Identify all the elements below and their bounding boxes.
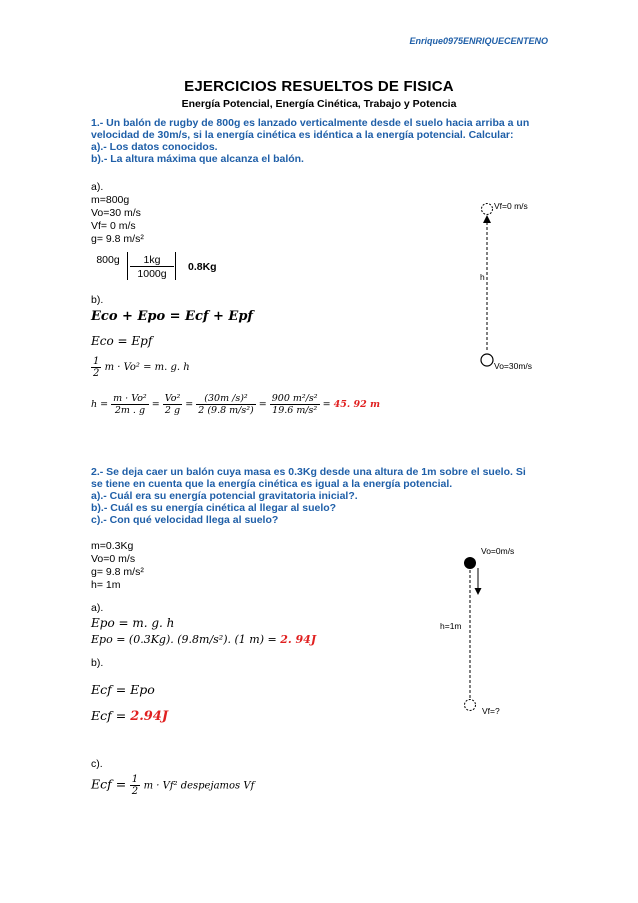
p2-epo-calc bbox=[91, 633, 316, 646]
ball-top-icon bbox=[482, 204, 493, 215]
problem1-data bbox=[91, 181, 144, 246]
p2-epo-calc-text: Epo = (0.3Kg). (9.8m/s²). (1 m) = bbox=[91, 633, 277, 646]
problem1-line1: 1.- Un balón de rugby de 800g es lanzado verticalmente desde el suelo hacia arriba a un bbox=[91, 117, 530, 129]
p2-b-label: b). bbox=[91, 657, 104, 669]
p2-initial-velocity: Vo=0 m/s bbox=[91, 553, 136, 565]
frac-2: $\frac{\text{Vo²}}{2 g}$ bbox=[164, 393, 181, 416]
p2-mass: m=0.3Kg bbox=[91, 540, 134, 552]
diagram-ball-up bbox=[470, 195, 560, 375]
diag1-vo: Vo=30m/s bbox=[494, 361, 533, 371]
diag1-h: h bbox=[480, 272, 485, 282]
p1-b-label: b). bbox=[91, 294, 104, 306]
p2-epo-result: 2. 94J bbox=[280, 633, 317, 646]
diagram-ball-fall bbox=[455, 550, 515, 720]
p1-final-velocity: Vf= 0 m/s bbox=[91, 220, 136, 232]
p1-height-formula: h = $\frac{\text{m · Vo²}}{2m . g}$ = $\frac{\text{Vo²}}{2 g}$ = $\frac{\text{(30m /s)²}}{\text{2 (9.8 m/s²)}}$ = $\frac{\text{900 m²/s²}}{\text{19.6 m/s²}}$ = 45. 92 m bbox=[91, 393, 381, 416]
problem2-line1: 2.- Se deja caer un balón cuya masa es 0.3Kg desde una altura de 1m sobre el suelo. Si bbox=[91, 466, 526, 478]
frac-3: $\frac{\text{(30m /s)²}}{\text{2 (9.8 m/s²)}}$ bbox=[198, 393, 254, 416]
conv-result: 0.8Kg bbox=[188, 261, 217, 273]
problem1-line2: velocidad de 30m/s, si la energía cinética es idéntica a la energía potencial. Calcular: bbox=[91, 129, 514, 141]
problem1-question-b: b).- La altura máxima que alcanza el balón. bbox=[91, 153, 304, 165]
problem2-question-c: c).- Con qué velocidad llega al suelo? bbox=[91, 514, 279, 526]
conv-top: 1kg bbox=[143, 254, 161, 266]
ball-falling-icon bbox=[464, 557, 476, 569]
p1-h-lhs: h = bbox=[91, 399, 109, 410]
p1-initial-velocity: Vo=30 m/s bbox=[91, 207, 141, 219]
diag2-h: h=1m bbox=[440, 621, 462, 631]
problem1-question-a: a).- Los datos conocidos. bbox=[91, 141, 218, 153]
problem2-line2: se tiene en cuenta que la energía cinética es igual a la energía potencial. bbox=[91, 478, 453, 490]
p2-epo-formula: Epo = m. g. h bbox=[91, 616, 175, 630]
p2-gravity: g= 9.8 m/s² bbox=[91, 566, 144, 578]
p2-ecf-equal: Ecf = Epo bbox=[91, 682, 155, 697]
ball-bottom-icon bbox=[481, 354, 493, 366]
arrow-down-icon bbox=[475, 588, 482, 595]
problem2-question-b: b).- Cuál es su energía cinética al llegar al suelo? bbox=[91, 502, 337, 514]
p2-ecf2-result: 2.94J bbox=[130, 709, 169, 724]
p1-energy-equation: Eco + Epo = Ecf + Epf bbox=[91, 309, 254, 324]
problem2-question-a: a).- Cuál era su energía potencial gravitatoria inicial?. bbox=[91, 490, 358, 502]
diag2-vo: Vo=0m/s bbox=[481, 546, 515, 556]
page-title: EJERCICIOS RESUELTOS DE FISICA bbox=[184, 78, 454, 95]
frac-1: $\frac{\text{m · Vo²}}{2m . g}$ bbox=[113, 393, 147, 416]
conv-divider-left bbox=[127, 252, 128, 280]
p2-ecf-value bbox=[91, 708, 168, 724]
conv-fraction-line bbox=[130, 266, 174, 267]
p1-a-label: a). bbox=[91, 181, 104, 193]
author-header: Enrique0975ENRIQUECENTENO bbox=[409, 36, 548, 46]
p2-a-label: a). bbox=[91, 602, 104, 614]
p2-c-label: c). bbox=[91, 758, 103, 770]
p2-ecf3-rhs: m · Vf² despejamos Vf bbox=[143, 780, 255, 792]
conv-bottom: 1000g bbox=[137, 268, 167, 280]
p1-gravity: g= 9.8 m/s² bbox=[91, 233, 144, 245]
p2-ecf3-lhs: Ecf = bbox=[91, 776, 127, 792]
problem2-statement bbox=[91, 466, 561, 526]
ball-ground-icon bbox=[465, 700, 476, 711]
page-subtitle: Energía Potencial, Energía Cinética, Trabajo y Potencia bbox=[181, 98, 457, 110]
diag1-vf: Vf=0 m/s bbox=[494, 201, 528, 211]
p1-energy-expression: $\frac{1}{2}$ m · Vo² = m. g. h bbox=[93, 356, 190, 379]
p1-result: 45. 92 m bbox=[333, 399, 381, 410]
conv-left: 800g bbox=[96, 254, 120, 266]
p2-ecf2-lhs: Ecf = bbox=[91, 708, 127, 723]
frac-4: $\frac{\text{900 m²/s²}}{\text{19.6 m/s²}}$ bbox=[271, 393, 318, 416]
p1-mass: m=800g bbox=[91, 194, 130, 206]
p2-height: h= 1m bbox=[91, 579, 121, 591]
p2-velocity-formula: Ecf = $\frac{1}{2}$ m · Vf² despejamos Vf bbox=[91, 774, 255, 797]
diag2-vf: Vf=? bbox=[482, 706, 500, 716]
conv-divider-right bbox=[175, 252, 176, 280]
arrow-up-icon bbox=[483, 215, 491, 223]
problem1-statement bbox=[91, 117, 561, 165]
p1-energy-equal: Eco = Epf bbox=[91, 334, 153, 348]
p1-eq3-rhs: m · Vo² = m. g. h bbox=[104, 362, 190, 373]
problem2-data bbox=[91, 540, 144, 592]
